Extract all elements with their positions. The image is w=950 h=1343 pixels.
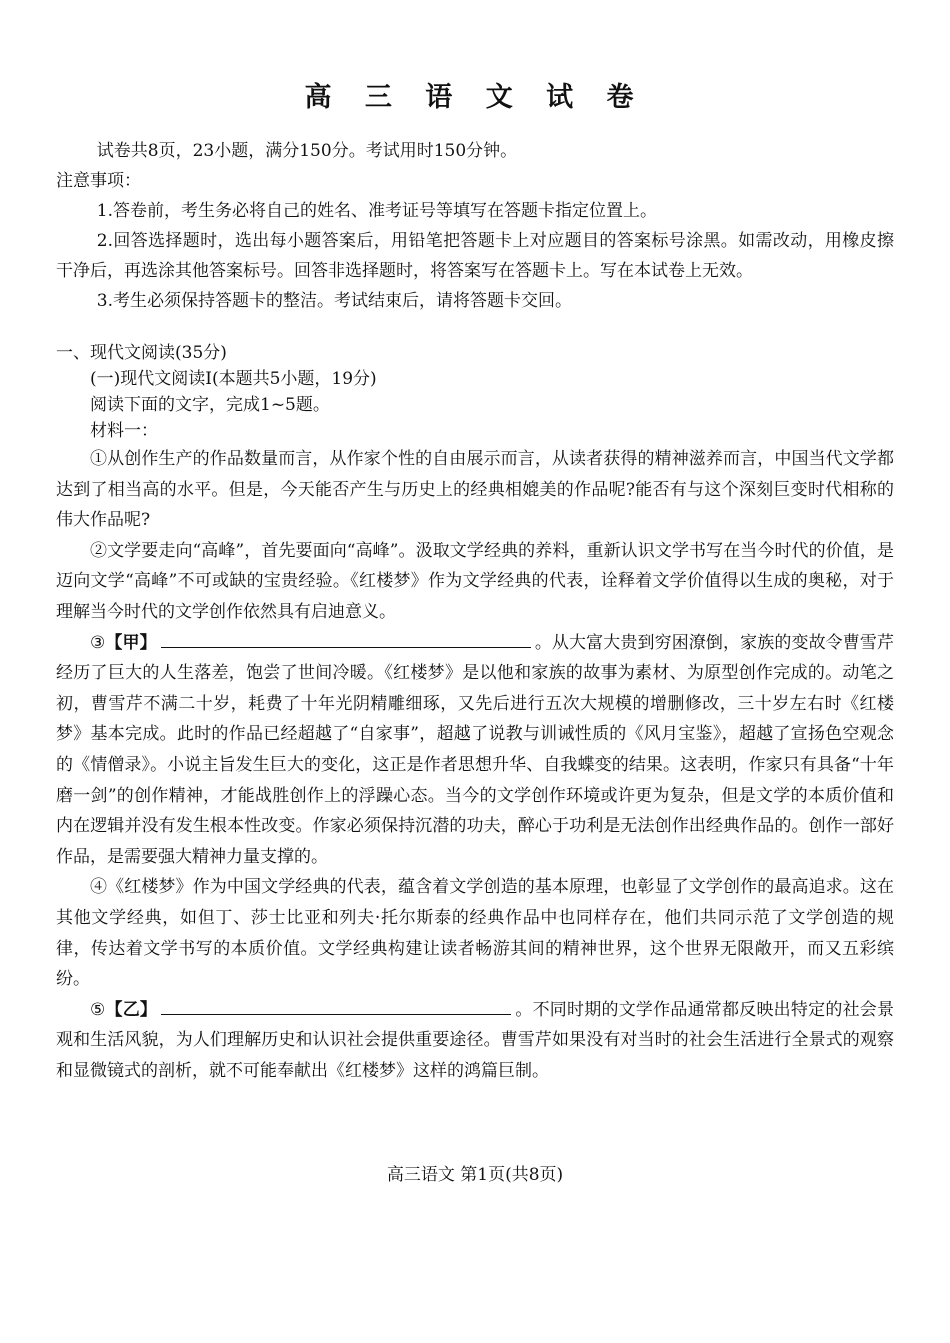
notice-item-3: 3.考生必须保持答题卡的整洁。考试结束后，请将答题卡交回。 (96, 291, 573, 311)
paragraph-3-text: 。从大富大贵到穷困潦倒，家族的变故令曹雪芹经历了巨大的人生落差，饱尝了世间冷暖。《红楼梦》是以他和家族的故事为素材、为原型创作完成的。动笔之初，曹雪芹不满二十岁，耗费了十年光阴精雕细琢，又先后进行五次大规模的增删修改，三十岁左右时《红楼梦》基本完成。此时的作品已经超越了“自家事”，超越了说教与训诫性质的《风月宝鉴》，超越了宣扬色空观念的《情僧录》。小说主旨发生巨大的变化，这正是作者思想升华、自我蝶变的结果。这表明，作家只有具备“十年磨一剑”的创作精神，才能战胜创作上的浮躁心态。当今的文学创作环境或许更为复杂，但是文学的本质价值和内在逻辑并没有发生根本性改变。作家必须保持沉潜的功夫，醉心于功利是无法创作出经典作品的。创作一部好作品，是需要强大精神力量支撑的。 (56, 632, 895, 867)
answer-blank-yi (161, 997, 511, 1015)
paragraph-3-number: ③ (90, 632, 106, 653)
reading-instruction: 阅读下面的文字，完成1~5题。 (90, 395, 330, 415)
spacer (56, 316, 894, 340)
blank-marker-yi: 【乙】 (105, 999, 158, 1020)
paragraph-3 (56, 628, 894, 873)
notice-heading: 注意事项： (56, 171, 141, 191)
exam-title: 高 三 语 文 试 卷 (304, 82, 646, 113)
notice-item-2: 2.回答选择题时，选出每小题答案后，用铅笔把答题卡上对应题目的答案标号涂黑。如需改动，用橡皮擦干净后，再选涂其他答案标号。回答非选择题时，将答案写在答题卡上。写在本试卷上无效。 (56, 231, 894, 281)
notice-item-1: 1.答卷前，考生务必将自己的姓名、准考证号等填写在答题卡指定位置上。 (96, 201, 658, 221)
page-footer: 高三语文 第1页(共8页) (386, 1165, 564, 1185)
answer-blank-jia (161, 630, 531, 648)
exam-info: 试卷共8页，23小题，满分150分。考试用时150分钟。 (96, 141, 518, 161)
blank-marker-jia: 【甲】 (105, 632, 157, 653)
paragraph-1: ①从创作生产的作品数量而言，从作家个性的自由展示而言，从读者获得的精神滋养而言，中国当代文学都达到了相当高的水平。但是，今天能否产生与历史上的经典相媲美的作品呢?能否有与这个深刻巨变时代相称的伟大作品呢? (56, 449, 894, 531)
material-label: 材料一： (90, 421, 158, 441)
exam-page (56, 78, 894, 1086)
paragraph-5 (56, 995, 894, 1087)
sub-section-heading: (一)现代文阅读Ⅰ(本题共5小题，19分) (90, 369, 377, 389)
paragraph-2: ②文学要走向“高峰”，首先要面向“高峰”。汲取文学经典的养料，重新认识文学书写在当今时代的价值，是迈向文学“高峰”不可或缺的宝贵经验。《红楼梦》作为文学经典的代表，诠释着文学价值得以生成的奥秘，对于理解当今时代的文学创作依然具有启迪意义。 (56, 540, 894, 622)
paragraph-4: ④《红楼梦》作为中国文学经典的代表，蕴含着文学创造的基本原理，也彰显了文学创作的最高追求。这在其他文学经典，如但丁、莎士比亚和列夫·托尔斯泰的经典作品中也同样存在，他们共同示范了文学创造的规律，传达着文学书写的本质价值。文学经典构建让读者畅游其间的精神世界，这个世界无限敞开，而又五彩缤纷。 (56, 877, 894, 990)
section-heading: 一、现代文阅读(35分) (56, 343, 227, 363)
paragraph-5-text: 。不同时期的文学作品通常都反映出特定的社会景观和生活风貌，为人们理解历史和认识社会提供重要途径。曹雪芹如果没有对当时的社会生活进行全景式的观察和显微镜式的剖析，就不可能奉献出《红楼梦》这样的鸿篇巨制。 (56, 999, 895, 1081)
paragraph-5-number: ⑤ (90, 999, 106, 1020)
